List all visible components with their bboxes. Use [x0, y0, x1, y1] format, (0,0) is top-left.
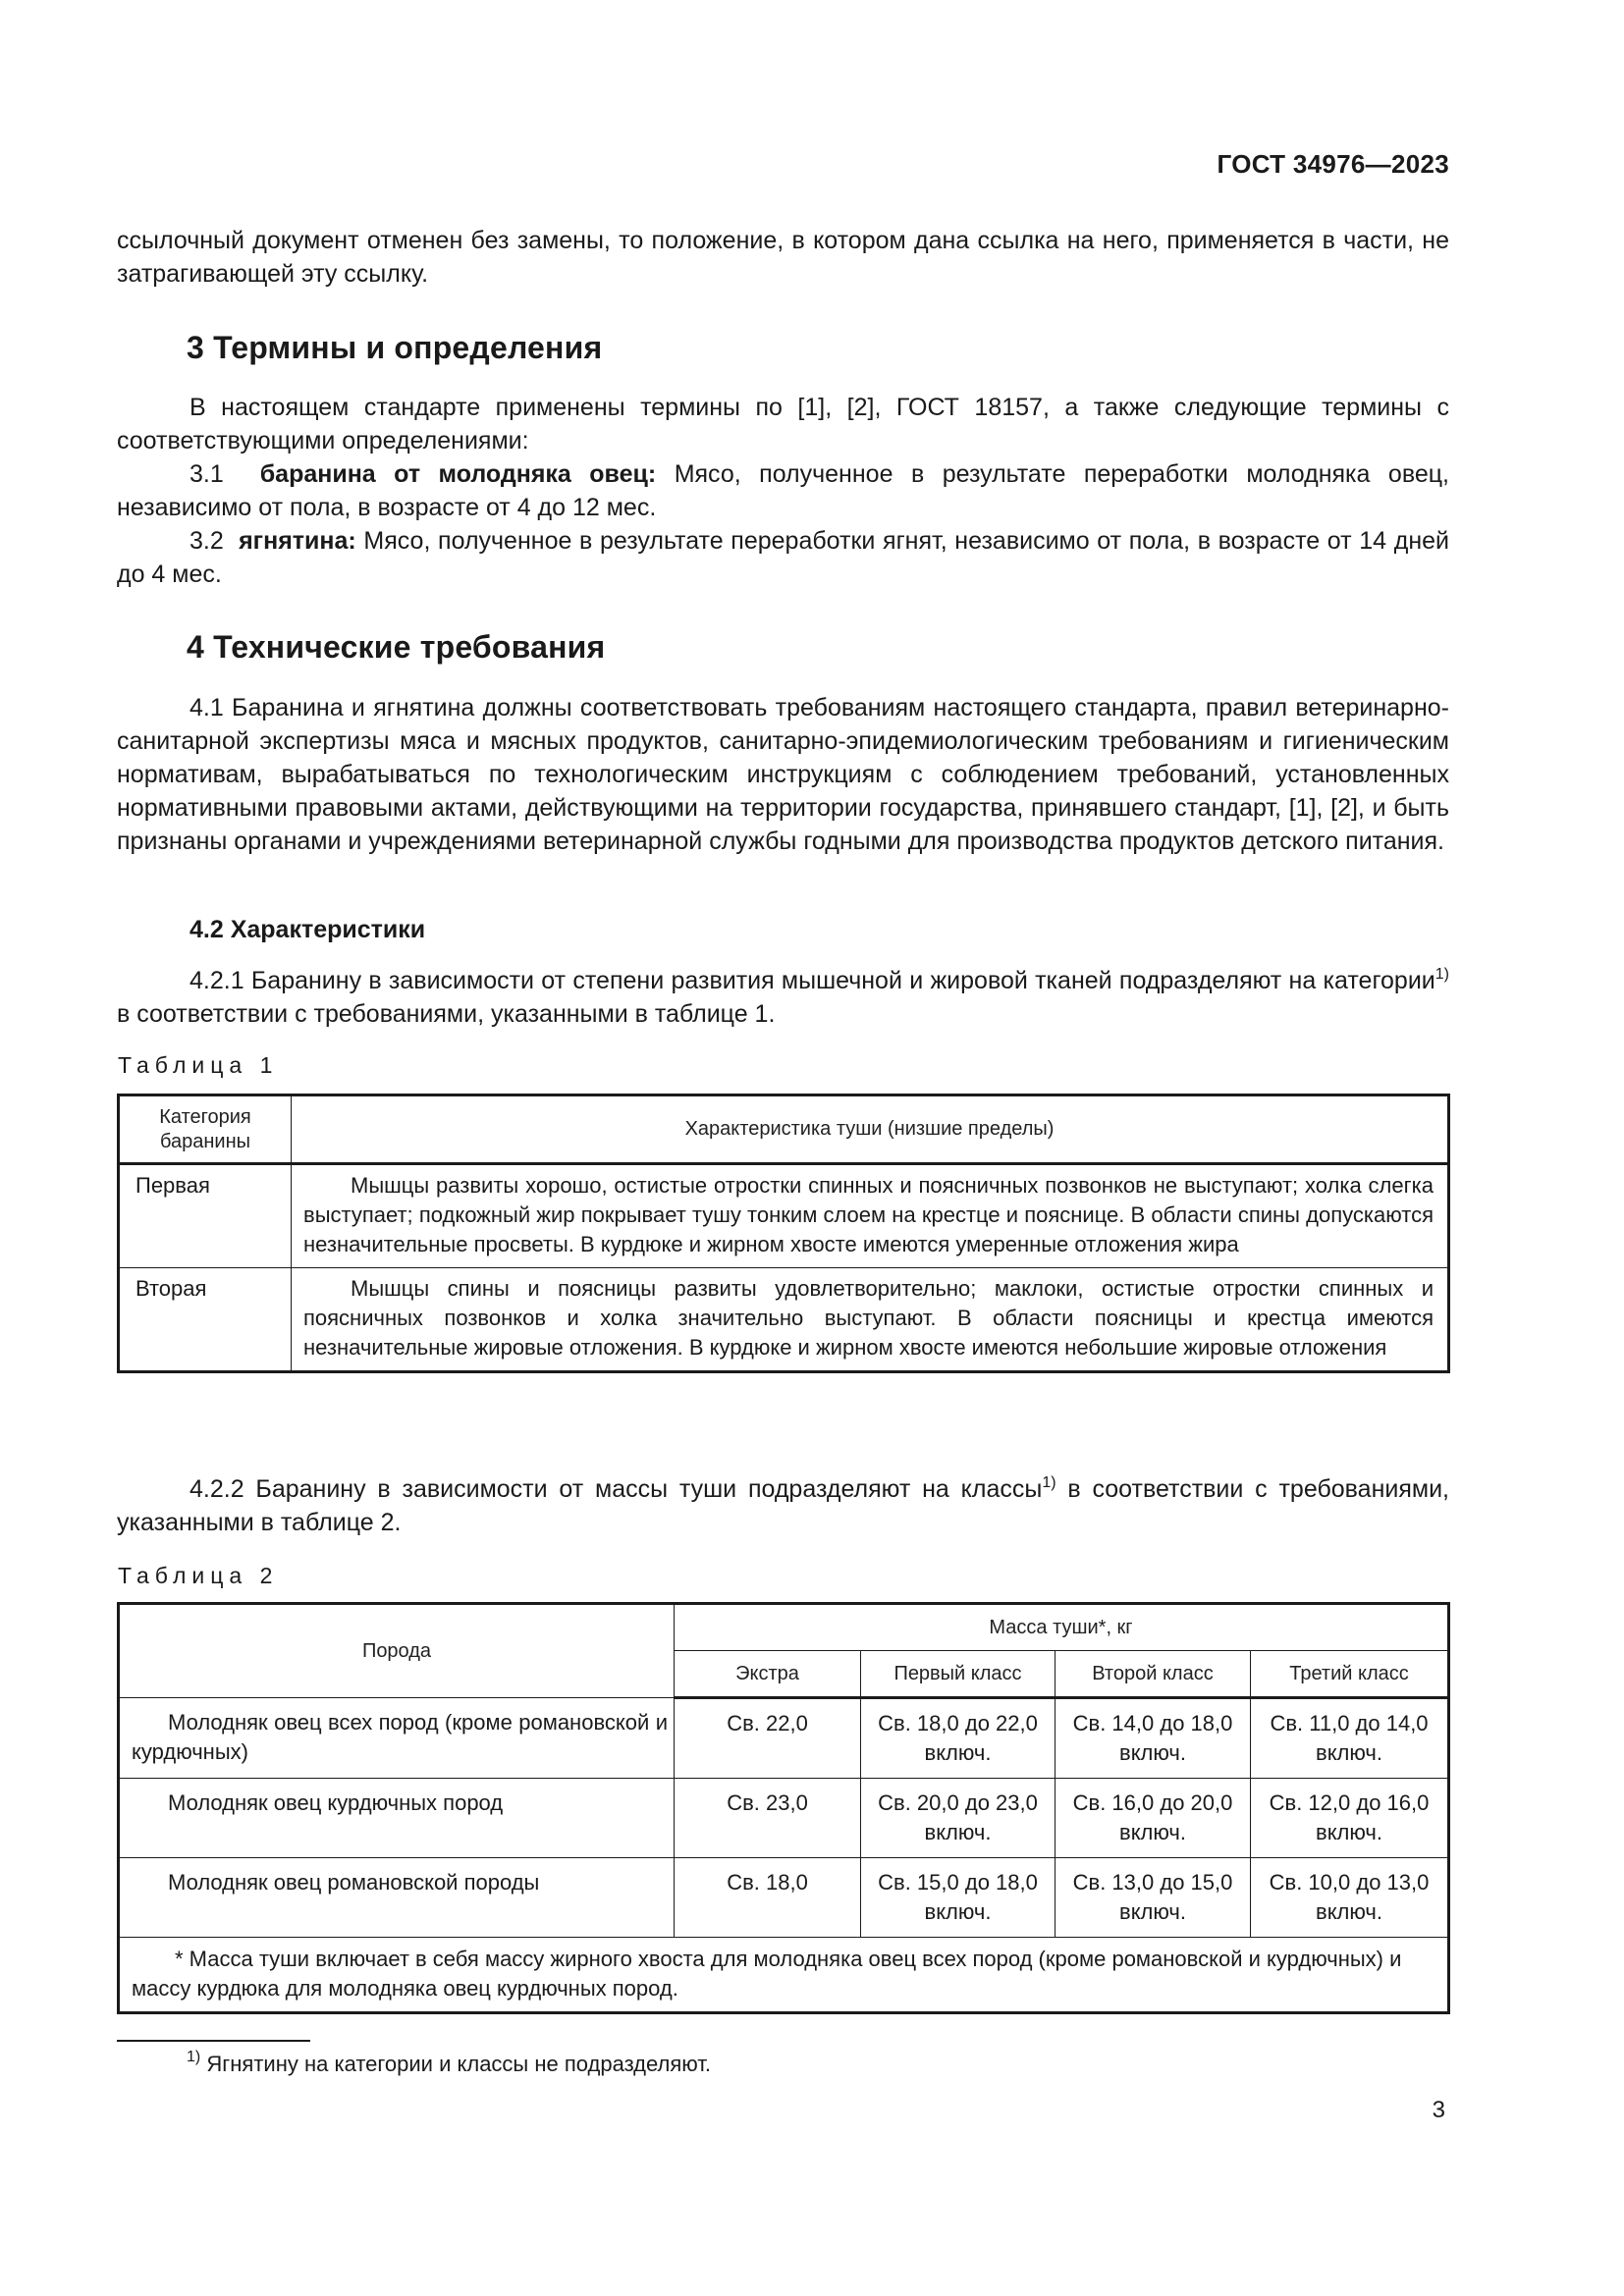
third-class-cell: Св. 12,0 до 16,0 включ. — [1251, 1779, 1449, 1858]
term-name: баранина от молодняка овец: — [259, 460, 657, 488]
table-2-note: * Масса туши включает в себя массу жирного хвоста для молодняка овец всех пород (кроме романовской и курдючных) и массу курдюка для молодняка овец курдючных пород. — [119, 1938, 1449, 2013]
intro-paragraph: ссылочный документ отменен без замены, то положение, в котором дана ссылка на него, применяется в части, не затрагивающей эту ссылку. — [117, 227, 1449, 288]
footnote-ref: 1) — [1042, 1474, 1056, 1491]
paragraph-4-2-2: 4.2.2 Баранину в зависимости от массы туши подразделяют на классы$^{1)}$ в соответствии с требованиями, указанными в таблице 2. — [117, 1474, 1449, 1536]
breed-cell: Молодняк овец курдючных пород — [119, 1779, 675, 1858]
table-row — [119, 1164, 1449, 1268]
breed-cell: Молодняк овец всех пород (кроме романовской и курдючных) — [119, 1698, 675, 1779]
table-2-header-second: Второй класс — [1056, 1651, 1251, 1698]
section-3-title: 3 Термины и определения — [187, 330, 603, 365]
category-cell: Вторая — [119, 1268, 292, 1372]
description-cell: Мышцы развиты хорошо, остистые отростки спинных и поясничных позвонков не выступают; холка слегка выступает; подкожный жир покрывает тушу тонким слоем на крестце и пояснице. В области спины допускаются незначительные просветы. В курдюке и жирном хвосте имеются умеренные отложения жира — [292, 1164, 1449, 1268]
first-class-cell: Св. 15,0 до 18,0 включ. — [861, 1858, 1056, 1938]
first-class-cell: Св. 20,0 до 23,0 включ. — [861, 1779, 1056, 1858]
term-number: 3.2 — [189, 527, 224, 555]
term-definition: Мясо, полученное в результате переработки ягнят, независимо от пола, в возрасте от 14 дней до 4 мес. — [117, 527, 1449, 588]
table-row — [119, 1698, 1449, 1779]
extra-cell: Св. 23,0 — [675, 1779, 861, 1858]
footnote — [187, 2050, 711, 2079]
description-cell: Мышцы спины и поясницы развиты удовлетворительно; маклоки, остистые отростки спинных и поясничных позвонков и холка значительно выступают. В области поясницы и крестца имеются незначительные жировые отложения. В курдюке и жирном хвосте имеются небольшие жировые отложения — [292, 1268, 1449, 1372]
section-4-title: 4 Технические требования — [187, 629, 606, 665]
table-2-header-first: Первый класс — [861, 1651, 1056, 1698]
table-2 — [117, 1602, 1450, 2014]
subsection-4-2-title: 4.2 Характеристики — [189, 916, 426, 943]
table-1 — [117, 1094, 1450, 1373]
breed-cell: Молодняк овец романовской породы — [119, 1858, 675, 1938]
table-row — [119, 1779, 1449, 1858]
table-1-header-description: Характеристика туши (низшие пределы) — [292, 1095, 1449, 1164]
footnote-divider — [117, 2040, 310, 2042]
term-3-1 — [117, 457, 1449, 524]
page-number: 3 — [1432, 2097, 1445, 2123]
table-2-header-mass: Масса туши*, кг — [675, 1604, 1449, 1651]
table-row — [119, 1268, 1449, 1372]
term-definition: Мясо, полученное в результате переработки молодняка овец, независимо от пола, в возрасте от 4 до 12 мес. — [117, 460, 1449, 521]
category-cell: Первая — [119, 1164, 292, 1268]
table-2-header-extra: Экстра — [675, 1651, 861, 1698]
extra-cell: Св. 22,0 — [675, 1698, 861, 1779]
table-1-header-category: Категория баранины — [119, 1095, 292, 1164]
term-name: ягнятина: — [239, 527, 356, 555]
second-class-cell: Св. 14,0 до 18,0 включ. — [1056, 1698, 1251, 1779]
third-class-cell: Св. 10,0 до 13,0 включ. — [1251, 1858, 1449, 1938]
term-3-2 — [117, 524, 1449, 591]
footnote-text: Ягнятину на категории и классы не подразделяют. — [206, 2052, 712, 2076]
paragraph-4-2-1: 4.2.1 Баранину в зависимости от степени развития мышечной и жировой тканей подразделяют на категории$^{1)}$ в соответствии с требованиями, указанными в таблице 1. — [117, 966, 1449, 1028]
first-class-cell: Св. 18,0 до 22,0 включ. — [861, 1698, 1056, 1779]
second-class-cell: Св. 16,0 до 20,0 включ. — [1056, 1779, 1251, 1858]
footnote-marker: 1) — [187, 2049, 201, 2065]
second-class-cell: Св. 13,0 до 15,0 включ. — [1056, 1858, 1251, 1938]
paragraph-4-1: 4.1 Баранина и ягнятина должны соответствовать требованиям настоящего стандарта, правил ветеринарно-санитарной экспертизы мяса и мясных продуктов, санитарно-эпидемиологическим требованиям и гигиеническим нормативам, вырабатываться по технологическим инструкциям с соблюдением требований, установленных нормативными правовыми актами, действующими на территории государства, принявшего стандарт, [1], [2], и быть признаны органами и учреждениями ветеринарной службы годными для производства продуктов детского питания. — [117, 694, 1449, 855]
third-class-cell: Св. 11,0 до 14,0 включ. — [1251, 1698, 1449, 1779]
table-row — [119, 1858, 1449, 1938]
document-id: ГОСТ 34976—2023 — [1217, 149, 1449, 179]
table-2-header-third: Третий класс — [1251, 1651, 1449, 1698]
section-3-paragraph: В настоящем стандарте применены термины по [1], [2], ГОСТ 18157, а также следующие термины с соответствующими определениями: — [117, 394, 1449, 454]
table-2-header-breed: Порода — [119, 1604, 675, 1698]
footnote-ref: 1) — [1435, 966, 1449, 983]
table-2-caption: Таблица 2 — [118, 1563, 279, 1588]
table-1-caption: Таблица 1 — [118, 1052, 279, 1078]
term-number: 3.1 — [189, 460, 224, 488]
extra-cell: Св. 18,0 — [675, 1858, 861, 1938]
